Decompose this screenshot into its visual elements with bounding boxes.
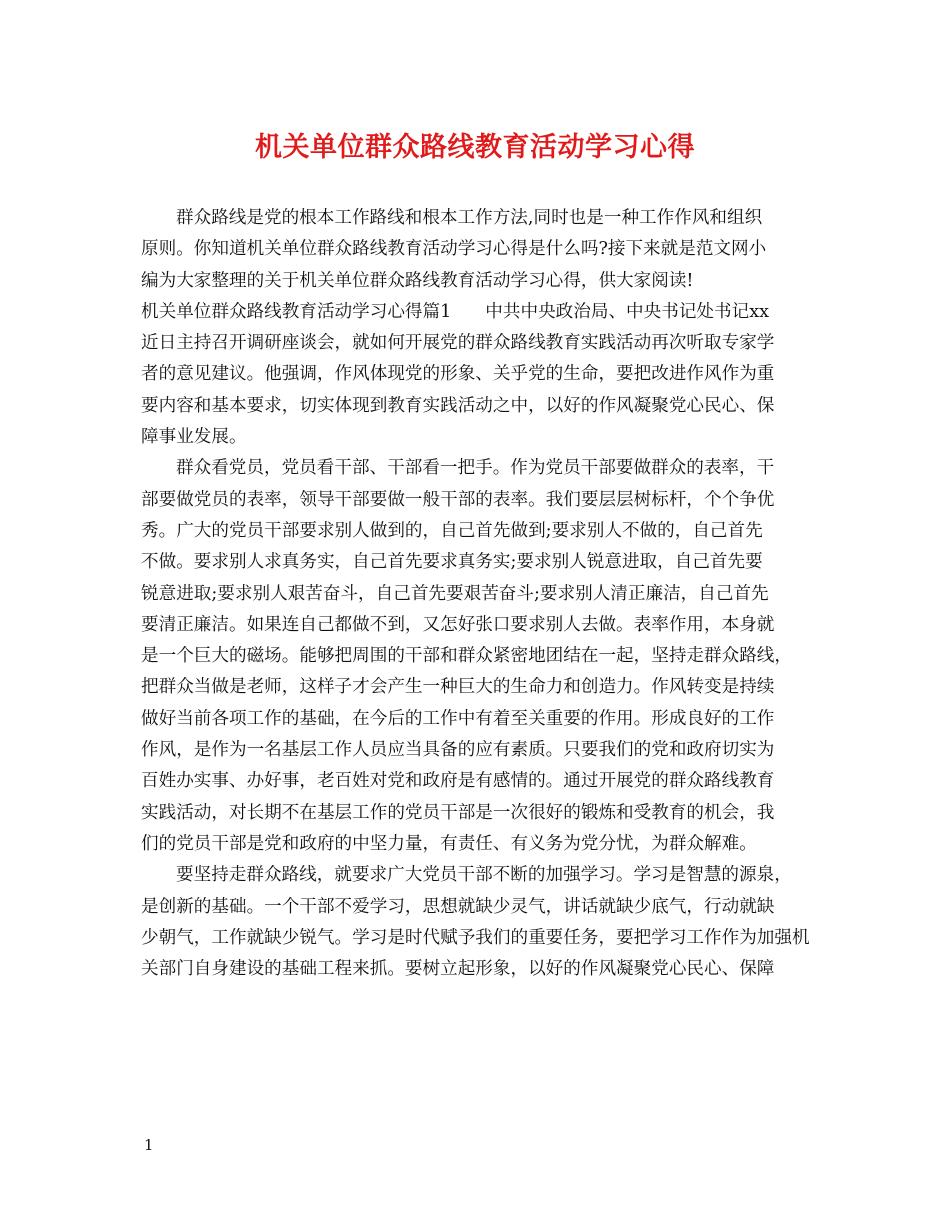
paragraph-line: 群众路线是党的根本工作路线和根本工作方法,同时也是一种工作作风和组织	[176, 208, 763, 228]
document-title: 机关单位群众路线教育活动学习心得	[255, 132, 695, 163]
paragraph-line: 要清正廉洁。如果连自己都做不到，又怎好张口要求别人去做。表率作用，本身就	[141, 614, 775, 635]
paragraph-line: 要坚持走群众路线，就要求广大党员干部不断的加强学习。学习是智慧的源泉，	[176, 865, 792, 886]
section-heading-line	[141, 297, 821, 328]
section-heading: 机关单位群众路线教育活动学习心得篇1	[141, 301, 452, 322]
paragraph-line: 实践活动，对长期不在基层工作的党员干部是一次很好的锻炼和受教育的机会，我	[141, 802, 775, 823]
paragraph-line: 不做。要求别人求真务实，自己首先要求真务实;要求别人锐意进取，自己首先要	[141, 552, 763, 573]
paragraph-line: 编为大家整理的关于机关单位群众路线教育活动学习心得，供大家阅读!	[141, 270, 694, 291]
paragraph-line: 们的党员干部是党和政府的中坚力量，有责任、有义务为党分忧，为群众解难。	[141, 833, 757, 854]
paragraph-line: 群众看党员，党员看干部、干部看一把手。作为党员干部要做群众的表率，干	[176, 458, 775, 479]
paragraph-line: 障事业发展。	[141, 427, 247, 448]
paragraph-line: 是一个巨大的磁场。能够把周围的干部和群众紧密地团结在一起，坚持走群众路线，	[141, 646, 792, 667]
paragraph-line: 把群众当做是老师，这样子才会产生一种巨大的生命力和创造力。作风转变是持续	[141, 677, 775, 698]
paragraph-line: 要内容和基本要求，切实体现到教育实践活动之中，以好的作风凝聚党心民心、保	[141, 395, 775, 416]
paragraph-text: 中共中央政治局、中央书记处书记xx	[485, 301, 770, 322]
paragraph-line: 做好当前各项工作的基础，在今后的工作中有着至关重要的作用。形成良好的工作	[141, 708, 775, 729]
paragraph-line: 百姓办实事、办好事，老百姓对党和政府是有感情的。通过开展党的群众路线教育	[141, 771, 775, 792]
paragraph-line: 者的意见建议。他强调，作风体现党的形象、关乎党的生命，要把改进作风作为重	[141, 364, 775, 385]
paragraph-line: 原则。你知道机关单位群众路线教育活动学习心得是什么吗?接下来就是范文网小	[141, 239, 767, 260]
paragraph-line: 锐意进取;要求别人艰苦奋斗，自己首先要艰苦奋斗;要求别人清正廉洁，自己首先	[141, 583, 769, 604]
page-number: 1	[144, 1136, 154, 1154]
paragraph-line: 作风，是作为一名基层工作人员应当具备的应有素质。只要我们的党和政府切实为	[141, 740, 775, 761]
paragraph-line: 部要做党员的表率，领导干部要做一般干部的表率。我们要层层树标杆，个个争优	[141, 489, 775, 510]
paragraph-line: 关部门自身建设的基础工程来抓。要树立起形象，以好的作风凝聚党心民心、保障	[141, 959, 775, 980]
paragraph-line: 是创新的基础。一个干部不爱学习，思想就缺少灵气，讲话就缺少底气，行动就缺	[141, 896, 775, 917]
paragraph-line: 秀。广大的党员干部要求别人做到的，自己首先做到;要求别人不做的，自己首先	[141, 520, 763, 541]
document-body	[141, 203, 821, 985]
paragraph-line: 少朝气，工作就缺少锐气。学习是时代赋予我们的重要任务，要把学习工作作为加强机	[141, 927, 810, 948]
paragraph-line: 近日主持召开调研座谈会，就如何开展党的群众路线教育实践活动再次听取专家学	[141, 333, 775, 354]
